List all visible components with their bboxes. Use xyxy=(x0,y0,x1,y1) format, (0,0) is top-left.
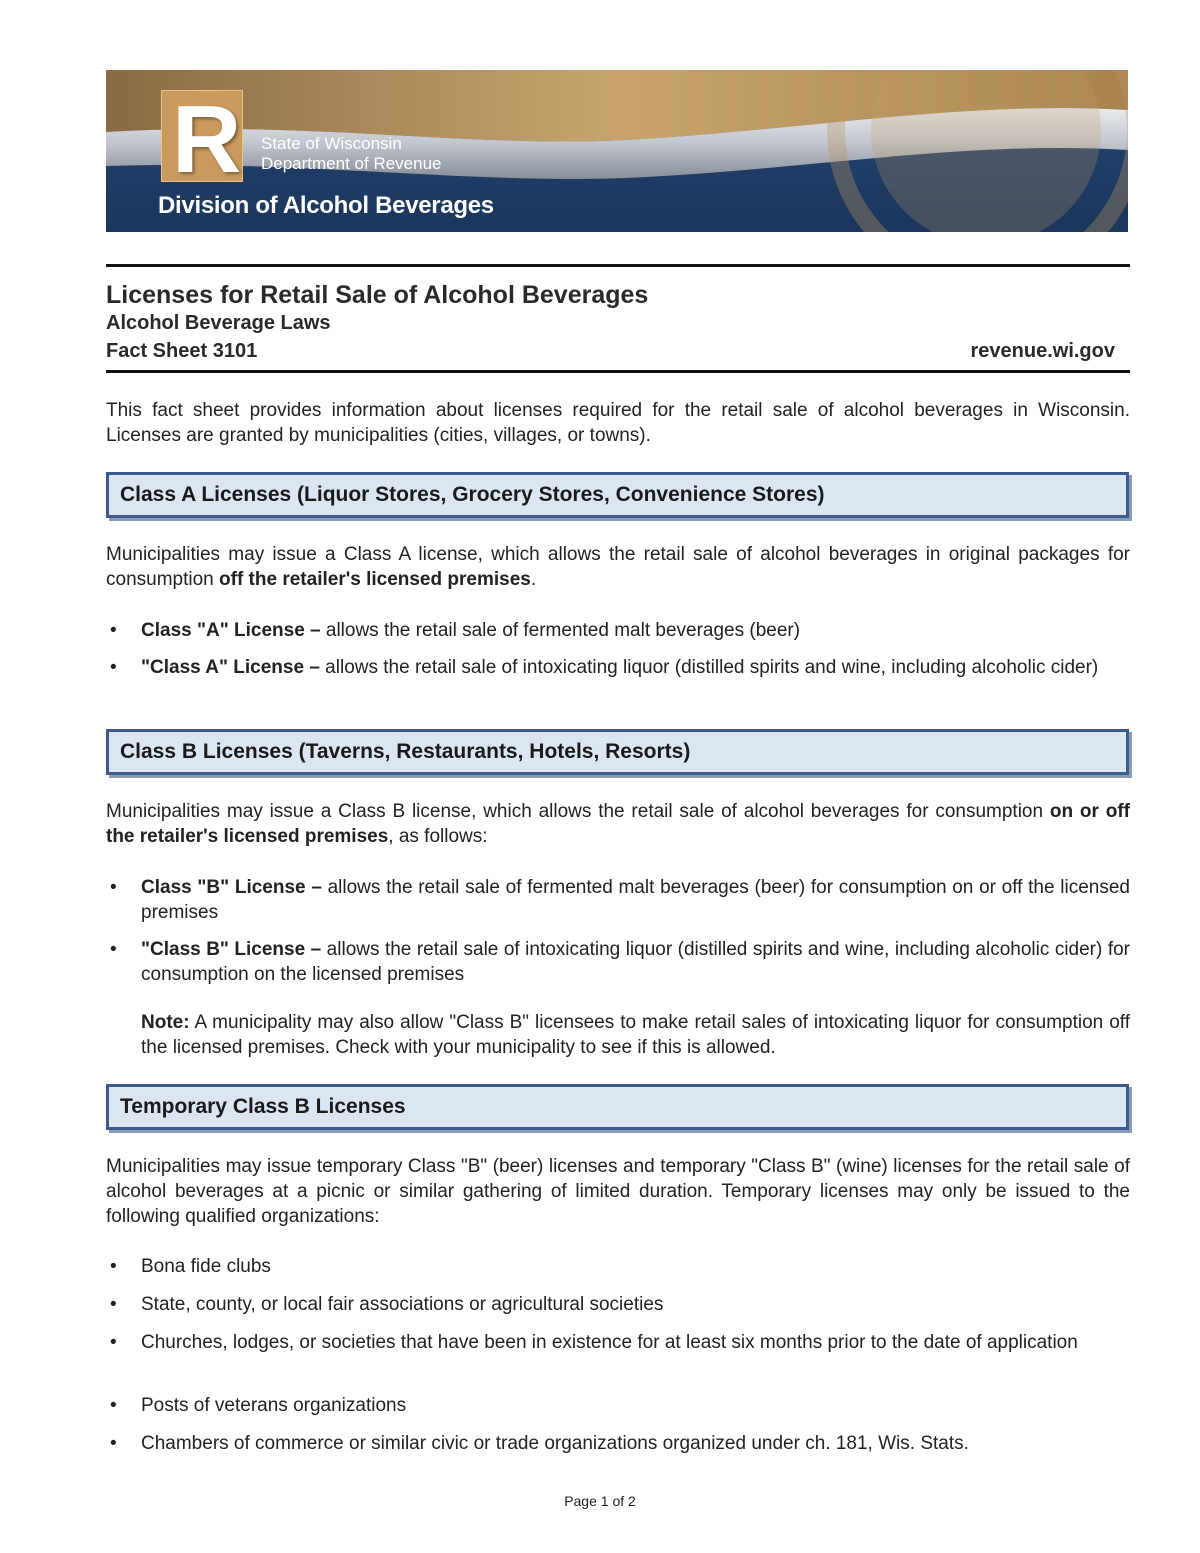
org-line-1: State of Wisconsin xyxy=(261,134,402,153)
list-item: • Posts of veterans organizations xyxy=(110,1395,407,1416)
list-item: • State, county, or local fair associations or agricultural societies xyxy=(110,1294,664,1315)
class-b-paragraph: Municipalities may issue a Class B license, which allows the retail sale of alcohol beverages for consumption on or off the retailer's licensed premises, as follows: xyxy=(106,801,1130,847)
fact-sheet-number: Fact Sheet 3101 xyxy=(106,340,258,362)
list-item: • Class "A" License – allows the retail sale of fermented malt beverages (beer) xyxy=(110,620,801,641)
page-subtitle: Alcohol Beverage Laws xyxy=(106,312,331,334)
temporary-paragraph: Municipalities may issue temporary Class "B" (beer) licenses and temporary "Class B" (wine) licenses for the retail sale of alcohol beverages at a picnic or similar gathering of limited duration. Temporary licenses may only be issued to the following qualified organizations: xyxy=(106,1156,1130,1227)
list-item: • Bona fide clubs xyxy=(110,1256,271,1277)
page-title: Licenses for Retail Sale of Alcohol Beverages xyxy=(106,281,649,309)
division-name: Division of Alcohol Beverages xyxy=(158,192,494,219)
page-number: Page 1 of 2 xyxy=(564,1493,636,1509)
section-class-a xyxy=(106,472,1129,518)
org-line-2: Department of Revenue xyxy=(261,154,442,173)
list-item: • Chambers of commerce or similar civic or trade organizations organized under ch. 181, Wis. Stats. xyxy=(110,1433,969,1454)
section-heading: Temporary Class B Licenses xyxy=(120,1095,406,1118)
class-a-paragraph: Municipalities may issue a Class A license, which allows the retail sale of alcohol beverages in original packages for consumption off the retailer's licensed premises. xyxy=(106,544,1130,590)
section-class-b xyxy=(106,729,1129,775)
top-rule xyxy=(106,264,1130,267)
section-heading: Class B Licenses (Taverns, Restaurants, Hotels, Resorts) xyxy=(120,740,691,763)
list-item: • Churches, lodges, or societies that have been in existence for at least six months prior to the date of application xyxy=(110,1332,1078,1353)
website-link[interactable]: revenue.wi.gov xyxy=(970,340,1115,362)
note-paragraph: Note: A municipality may also allow "Class B" licensees to make retail sales of intoxicating liquor for consumption off the licensed premises. Check with your municipality to see if this is allowed. xyxy=(141,1012,1130,1058)
logo-letter: R xyxy=(172,86,242,193)
section-heading: Class A Licenses (Liquor Stores, Grocery Stores, Convenience Stores) xyxy=(120,483,825,506)
section-temporary xyxy=(106,1084,1129,1130)
list-item: • "Class B" License – allows the retail sale of intoxicating liquor (distilled spirits and wine, including alcoholic cider) for consumption on the licensed premises xyxy=(110,939,1130,985)
list-item: • "Class A" License – allows the retail sale of intoxicating liquor (distilled spirits and wine, including alcoholic cider) xyxy=(110,657,1099,678)
header-banner xyxy=(106,70,1128,232)
intro-paragraph: This fact sheet provides information about licenses required for the retail sale of alcohol beverages in Wisconsin. Licenses are granted by municipalities (cities, villages, or towns). xyxy=(106,400,1130,446)
bottom-rule xyxy=(106,370,1130,373)
list-item: • Class "B" License – allows the retail sale of fermented malt beverages (beer) for consumption on or off the licensed premises xyxy=(110,877,1130,923)
